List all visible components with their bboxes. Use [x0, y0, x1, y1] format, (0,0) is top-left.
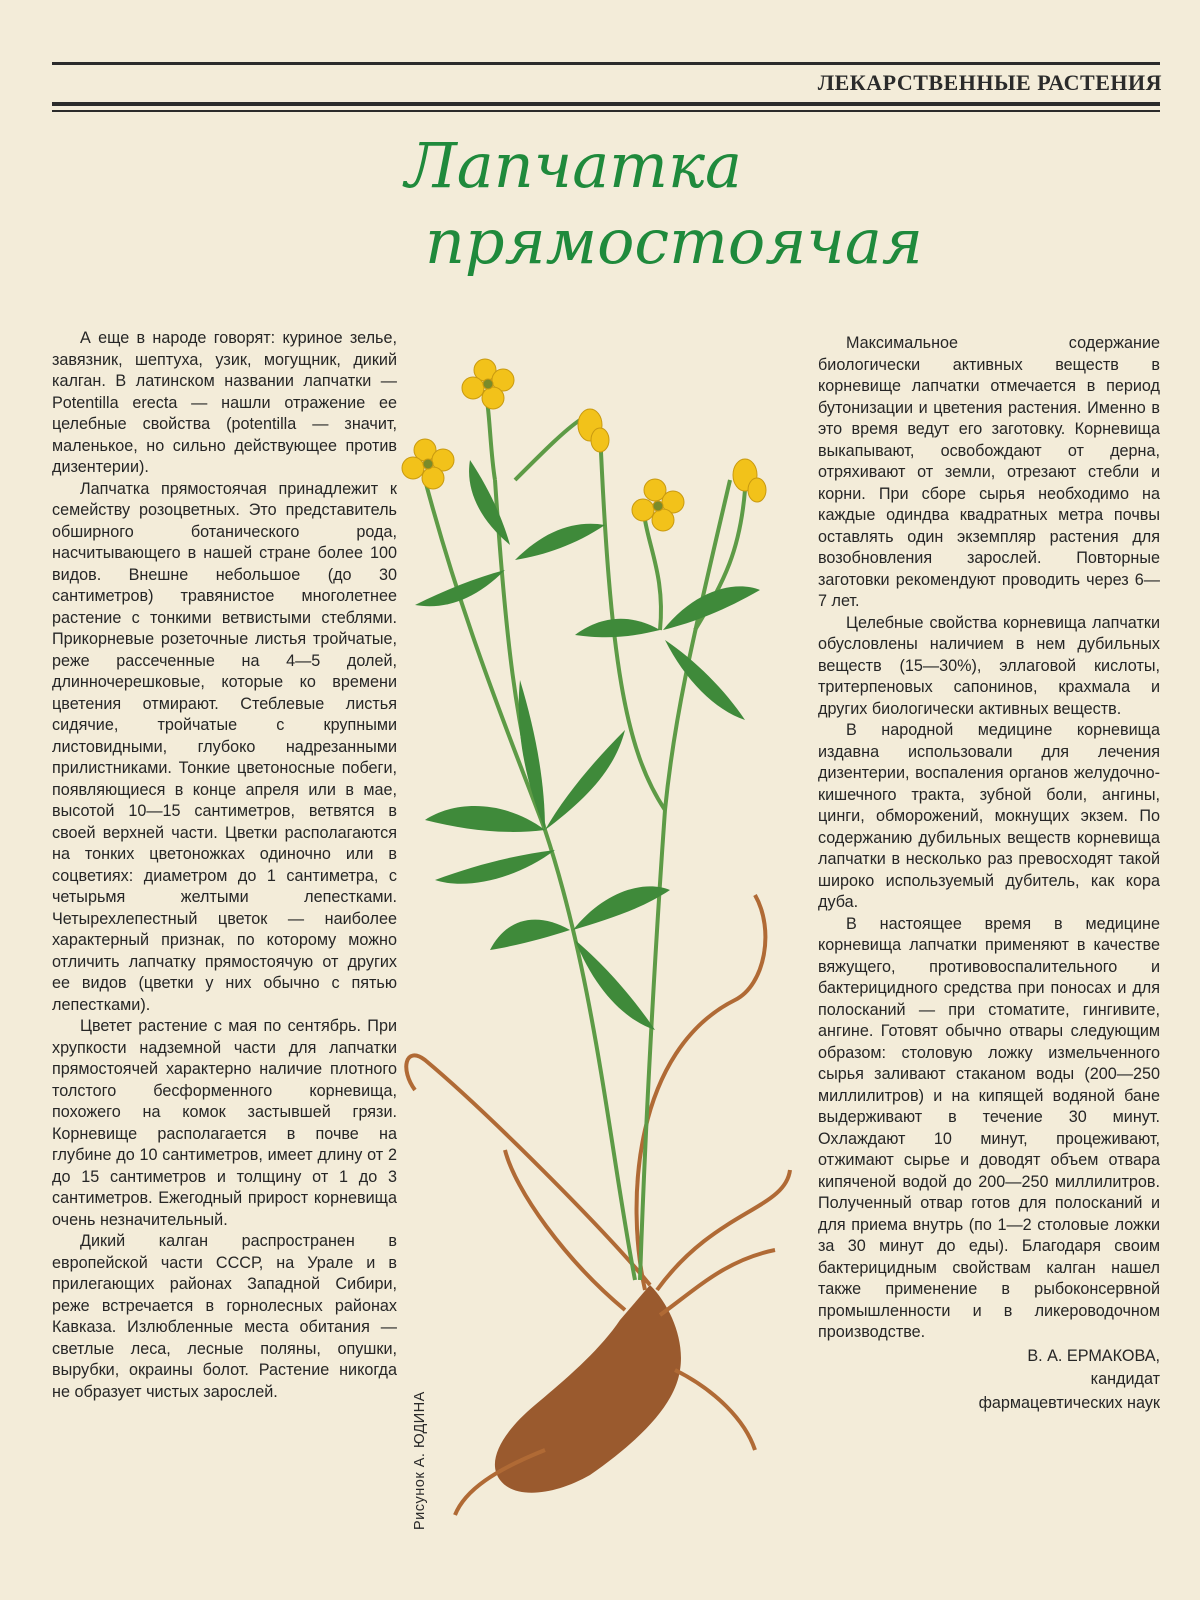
paragraph: В настоящее время в медицине корневища лапчатки применяют в качестве вяжущего, противовоспалительного и бактерицидного средства при поносах и для полосканий — при стоматите, гингивите, ангине. Готовят обычно отвары следующим образом: столовую ложку измельченного сырья заливают стаканом воды (200—250 миллилитров) и на кипящей водяной бане выдерживают в течение 30 минут. Охлаждают 10 минут, процеживают, отжимают сырье и доводят объем отвара кипяченой водой до 200—250 миллилитров. Полученный отвар готов для полосканий и для приема внутрь (по 1—2 столовые ложки за 30 минут до еды). Благодаря своим бактерицидным свойствам калган нашел также применение в рыбоконсервной промышленности и в ликероводочном производстве. [818, 914, 1160, 1341]
flower [578, 409, 609, 452]
flower [632, 479, 684, 531]
stems [425, 390, 745, 1280]
paragraph: Целебные свойства корневища лапчатки обусловлены наличием в нем дубильных веществ (15—30%), эллаговой кислоты, тритерпеновых сапонинов, крахмала и других биологически активных веществ. [818, 613, 1160, 718]
header-rule-bottom [52, 102, 1160, 106]
flower [733, 459, 766, 502]
paragraph: В народной медицине корневища издавна использовали для лечения дизентерии, воспаления органов желудочно-кишечного тракта, зубной боли, ангины, цинги, обморожений, мокнущих экзем. По содержанию дубильных веществ корневища лапчатки в несколько раз превосходят такой широко используемый дубитель, как кора дуба. [818, 721, 1160, 911]
title-line-1: Лапчатка [405, 129, 742, 202]
flower [462, 359, 514, 409]
flowers [402, 359, 766, 531]
title-line-2: прямостоячая [425, 205, 923, 278]
flower [402, 439, 454, 489]
left-column [52, 328, 397, 1403]
paragraph: Цветет растение с мая по сентябрь. При хрупкости надземной части для лапчатки прямостоячей характерно наличие плотного толстого бесформенного корневища, похожего на комок застывшей грязи. Корневище располагается в почве на глубине до 10 сантиметров, имеет длину от 2 до 15 сантиметров и толщину от 1 до 3 сантиметров. Ежегодный прирост корневища очень незначительный. [52, 1017, 397, 1229]
paragraph: Максимальное содержание биологически активных веществ в корневище лапчатки отмечается в период бутонизации и цветения растения. Именно в это время ведут его заготовку. Корневища выкапывают, освобождают от дерна, отряхивают от земли, отрезают стебли и корни. При сборе сырья необходимо на каждые одиндва квадратных метра почвы оставлять один экземпляр растения для возобновления зарослей. Повторные заготовки рекомендуют проводить через 6—7 лет. [818, 334, 1160, 610]
paragraph: А еще в народе говорят: куриное зелье, завязник, шептуха, узик, могущник, дикий калган. В латинском названии лапчатки — Potentilla erecta — нашли отражение ее целебные свойства (potentilla — значит, маленькое, но сильно действующее против дизентерии). [52, 329, 397, 476]
paragraph: Лапчатка прямостоячая принадлежит к семейству розоцветных. Это представитель обширного ботанического рода, насчитывающего в нашей стране более 100 видов. Внешне небольшое (до 30 сантиметров) травянистое многолетнее растение с тонкими ветвистыми стеблями. Прикорневые розеточные листья тройчатые, реже рассеченные на 4—5 долей, длинночерешковые, которые ко времени цветения отмирают. Стеблевые листья сидячие, тройчатые с крупными листовидными, глубоко надрезанными прилистниками. Тонкие цветоносные побеги, появляющиеся в конце апреля или в мае, высотой 10—15 сантиметров, ветвятся в своей верхней части. Цветки располагаются на тонких цветоножках одиночно или в соцветиях: диаметром до 1 сантиметра, с четырьмя желтыми лепестками. Четырехлепестный цветок — наиболее характерный признак, по которому можно отличить лапчатку прямостоячую от других ее видов (цветки у них обычно с пятью лепестками). [52, 479, 397, 1014]
author-field: фармацевтических наук [978, 1393, 1160, 1412]
article-title [385, 128, 923, 280]
author-name: В. А. ЕРМАКОВА, [1027, 1346, 1160, 1365]
right-column [818, 333, 1160, 1414]
header-rule-top [52, 62, 1160, 65]
paragraph: Дикий калган распространен в европейской части СССР, на Урале и в прилегающих районах Западной Сибири, реже встречается в горнолесных районах Кавказа. Излюбленные места обитания — светлые леса, лесные поляны, опушки, вырубки, окраины болот. Растение никогда не образует чистых зарослей. [52, 1232, 397, 1401]
header-rule-bottom-thin [52, 110, 1160, 112]
section-rubric: ЛЕКАРСТВЕННЫЕ РАСТЕНИЯ [817, 70, 1162, 95]
plant-illustration [395, 330, 825, 1530]
leaves [415, 460, 760, 1030]
illustration-credit: Рисунок А. ЮДИНА [412, 1391, 428, 1530]
author-degree: кандидат [1090, 1370, 1160, 1388]
